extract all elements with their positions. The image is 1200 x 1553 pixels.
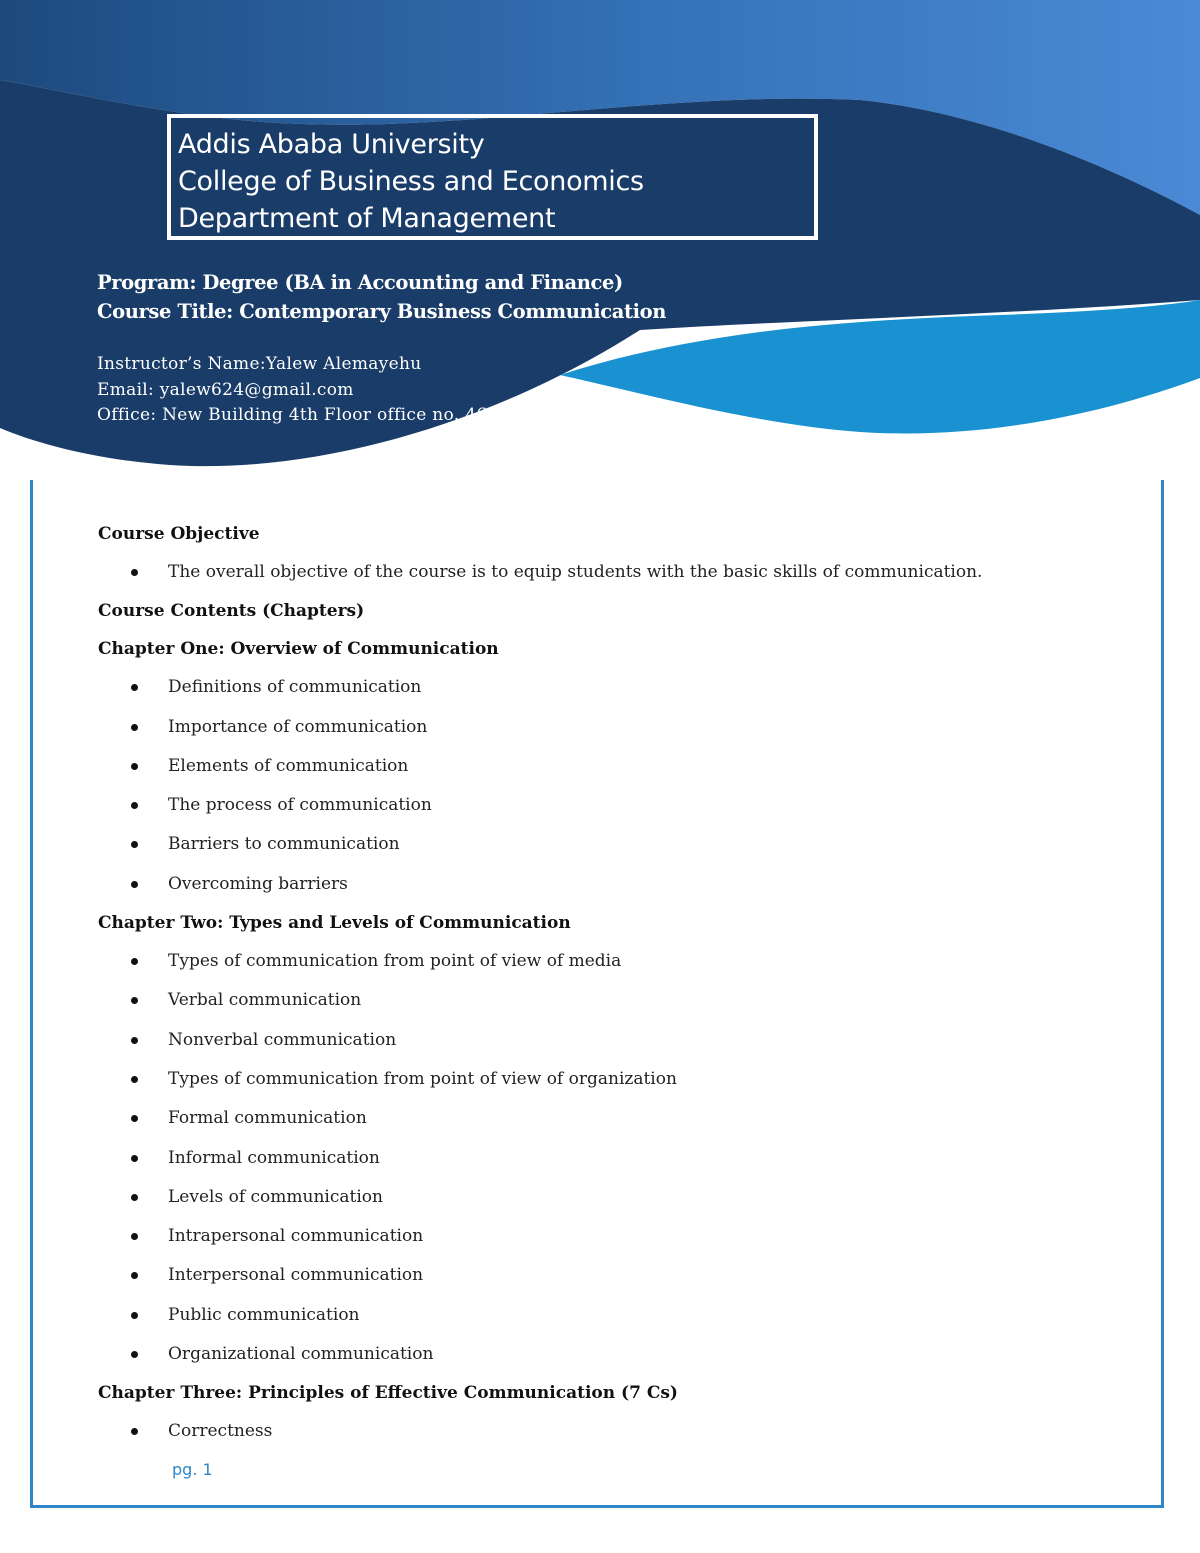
objective-list — [98, 557, 1138, 587]
bullet-icon — [131, 958, 138, 965]
list-item: Organizational communication — [98, 1339, 1138, 1369]
college-name: College of Business and Economics — [178, 166, 644, 197]
bullet-icon — [131, 1194, 138, 1201]
bullet-icon — [131, 1428, 138, 1435]
instructor-office: Office: New Building 4th Floor office no. 46 — [97, 405, 488, 425]
instructor-name: Instructor’s Name:Yalew Alemayehu — [97, 354, 422, 374]
list-item: Overcoming barriers — [98, 869, 1138, 899]
objective-heading: Course Objective — [98, 524, 260, 544]
list-item: Levels of communication — [98, 1182, 1138, 1212]
list-item: Types of communication from point of view of organization — [98, 1064, 1138, 1094]
chapter-one-heading: Chapter One: Overview of Communication — [98, 639, 499, 660]
bullet-icon — [131, 881, 138, 888]
list-item: Informal communication — [98, 1143, 1138, 1173]
list-item: Types of communication from point of view of media — [98, 946, 1138, 976]
list-item: Barriers to communication — [98, 829, 1138, 859]
list-item: Formal communication — [98, 1103, 1138, 1133]
chapter-one-list — [98, 672, 1138, 898]
instructor-info — [97, 352, 517, 429]
instructor-email: Email: yalew624@gmail.com — [97, 379, 354, 400]
list-item: Interpersonal communication — [98, 1260, 1138, 1290]
course-title-line: Course Title: Contemporary Business Communication — [97, 300, 667, 323]
bullet-icon — [131, 763, 138, 770]
list-item: Definitions of communication — [98, 672, 1138, 702]
list-item: Verbal communication — [98, 985, 1138, 1015]
bullet-icon — [131, 1351, 138, 1358]
list-item: Nonverbal communication — [98, 1025, 1138, 1055]
bullet-icon — [131, 724, 138, 731]
list-item: Intrapersonal communication — [98, 1221, 1138, 1251]
bullet-icon — [131, 1115, 138, 1122]
bullet-icon — [131, 802, 138, 809]
program-line: Program: Degree (BA in Accounting and Finance) — [97, 271, 623, 294]
list-item: The process of communication — [98, 790, 1138, 820]
program-info — [97, 268, 666, 326]
bullet-icon — [131, 997, 138, 1004]
bullet-icon — [131, 841, 138, 848]
bullet-icon — [131, 1312, 138, 1319]
bullet-icon — [131, 684, 138, 691]
page-number: pg. 1 — [172, 1460, 213, 1479]
chapter-two-heading: Chapter Two: Types and Levels of Communication — [98, 913, 571, 934]
university-name: Addis Ababa University — [178, 129, 485, 160]
bullet-icon — [131, 1076, 138, 1083]
department-name: Department of Management — [178, 203, 556, 234]
contents-heading: Course Contents (Chapters) — [98, 601, 365, 622]
list-item: Importance of communication — [98, 712, 1138, 742]
bullet-icon — [131, 1233, 138, 1240]
bullet-icon — [131, 569, 138, 576]
chapter-three-list — [98, 1416, 1138, 1446]
list-item: The overall objective of the course is to equip students with the basic skills of communication. — [98, 557, 1138, 587]
bullet-icon — [131, 1272, 138, 1279]
chapter-three-heading: Chapter Three: Principles of Effective Communication (7 Cs) — [98, 1383, 678, 1404]
list-item: Elements of communication — [98, 751, 1138, 781]
university-title-box — [167, 114, 818, 240]
bullet-icon — [131, 1155, 138, 1162]
list-item: Public communication — [98, 1300, 1138, 1330]
document-body — [98, 519, 1138, 1456]
chapter-two-list — [98, 946, 1138, 1369]
list-item: Correctness — [98, 1416, 1138, 1446]
bullet-icon — [131, 1037, 138, 1044]
